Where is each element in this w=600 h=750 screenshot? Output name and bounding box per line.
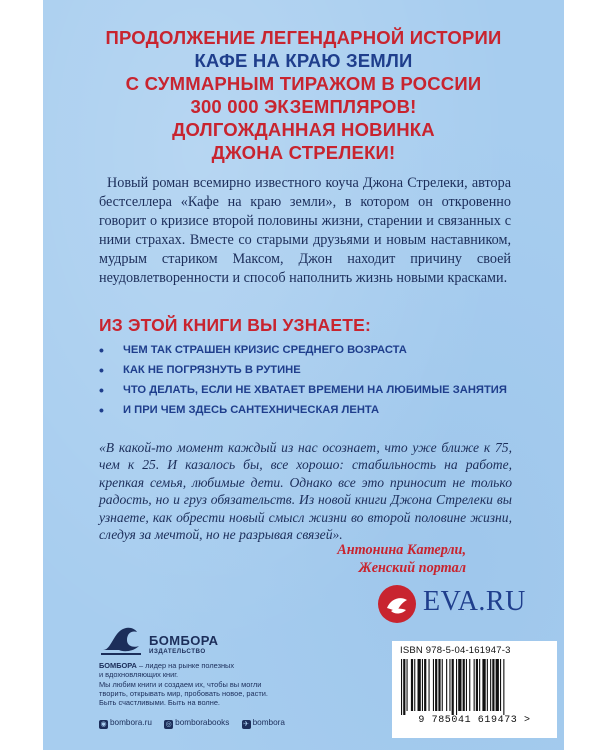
barcode-bar bbox=[492, 659, 494, 711]
barcode-bar bbox=[407, 659, 408, 711]
barcode-bar bbox=[482, 659, 485, 711]
list-item-text: И ПРИ ЧЕМ ЗДЕСЬ САНТЕХНИЧЕСКАЯ ЛЕНТА bbox=[123, 404, 380, 416]
headline-line-4: 300 000 ЭКЗЕМПЛЯРОВ! bbox=[190, 96, 417, 117]
author-source: Женский портал bbox=[358, 560, 466, 576]
eva-logo-text: EVA.RU bbox=[423, 586, 526, 617]
social-label: bomborabooks bbox=[175, 718, 230, 727]
publisher-subtitle: ИЗДАТЕЛЬСТВО bbox=[149, 648, 206, 655]
barcode-bar bbox=[466, 659, 467, 711]
barcode-bar bbox=[424, 659, 426, 711]
barcode-bar bbox=[449, 659, 450, 711]
barcode-bar bbox=[503, 659, 504, 715]
social-label: bombora bbox=[252, 718, 285, 727]
social-links bbox=[99, 718, 295, 732]
bullet-icon: • bbox=[99, 382, 104, 398]
barcode-bar bbox=[490, 659, 491, 711]
social-vk-telegram[interactable] bbox=[242, 718, 285, 729]
barcode-bar bbox=[500, 659, 501, 711]
list-item bbox=[99, 340, 539, 360]
barcode-bar bbox=[463, 659, 465, 711]
social-label: bombora.ru bbox=[110, 718, 152, 727]
barcode-bar bbox=[422, 659, 423, 711]
barcode-bar bbox=[458, 659, 461, 711]
social-instagram[interactable] bbox=[164, 718, 229, 729]
list-item-text: КАК НЕ ПОГРЯЗНУТЬ В РУТИНЕ bbox=[123, 364, 301, 376]
barcode-bar bbox=[476, 659, 478, 711]
barcode-bar bbox=[452, 659, 454, 715]
barcode-bar bbox=[414, 659, 415, 711]
headline bbox=[43, 26, 564, 164]
barcode-bar bbox=[442, 659, 443, 711]
barcode-bar bbox=[435, 659, 437, 711]
publisher-about bbox=[99, 661, 334, 707]
barcode-number: 9 785041 619473 > bbox=[418, 715, 531, 726]
headline-line-6: ДЖОНА СТРЕЛЕКИ! bbox=[211, 142, 396, 163]
publisher-about-line: Быть счастливыми. Быть на волне. bbox=[99, 698, 220, 708]
list-item bbox=[99, 400, 539, 420]
publisher-about-line: и вдохновляющих книг. bbox=[99, 670, 179, 680]
list-item bbox=[99, 380, 539, 400]
barcode-bar bbox=[474, 659, 475, 711]
bullet-icon: • bbox=[99, 402, 104, 418]
publisher-about-line: Мы любим книги и создаем их, чтобы вы могли bbox=[99, 679, 262, 689]
publisher-about-line: творить, открывать мир, пробовать новое, расти. bbox=[99, 688, 268, 698]
list-item-text: ЧТО ДЕЛАТЬ, ЕСЛИ НЕ ХВАТАЕТ ВРЕМЕНИ НА ЛЮБИМЫЕ ЗАНЯТИЯ bbox=[123, 384, 507, 396]
barcode-bar bbox=[429, 659, 430, 711]
quote-author bbox=[337, 541, 466, 577]
social-site[interactable] bbox=[99, 718, 152, 729]
barcode-bar bbox=[433, 659, 434, 711]
publisher-about-lead: БОМБОРА bbox=[99, 661, 137, 670]
barcode-bar bbox=[469, 659, 470, 711]
barcode bbox=[397, 659, 552, 715]
bullet-icon: • bbox=[99, 342, 104, 358]
headline-line-1: ПРОДОЛЖЕНИЕ ЛЕГЕНДАРНОЙ ИСТОРИИ bbox=[105, 27, 502, 48]
eva-logo bbox=[377, 584, 557, 624]
barcode-bar bbox=[401, 659, 402, 715]
review-quote: «В какой-то момент каждый из нас осознает, что уже ближе к 75, чем к 25. И казалось бы, все хорошо: стабильность на работе, крепкая семья, любимые дети. Однако все это приносит не только радость, но и груз обязательств. Из новой книги Джона Стрелеки вы узнаете, как обрести новый смысл жизни во второй половине жизни, следуя за мечтой, но не разрывая связей». bbox=[99, 440, 512, 543]
headline-line-2: КАФЕ НА КРАЮ ЗЕМЛИ bbox=[194, 50, 413, 71]
bullet-icon: • bbox=[99, 362, 104, 378]
headline-line-3: С СУММАРНЫМ ТИРАЖОМ В РОССИИ bbox=[125, 73, 482, 94]
isbn-label: ISBN 978-5-04-161947-3 bbox=[400, 645, 511, 656]
barcode-bar bbox=[446, 659, 447, 711]
headline-line-5: ДОЛГОЖДАННАЯ НОВИНКА bbox=[172, 119, 435, 140]
list-item-text: ЧЕМ ТАК СТРАШЕН КРИЗИС СРЕДНЕГО ВОЗРАСТА bbox=[123, 344, 407, 356]
publisher-about-line: – лидер на рынке полезных bbox=[136, 661, 235, 670]
author-name: Антонина Катерли, bbox=[337, 542, 466, 558]
publisher-name: БОМБОРА bbox=[149, 633, 219, 648]
barcode-bar bbox=[487, 659, 488, 711]
eva-leaf-icon bbox=[377, 584, 417, 624]
isbn-barcode-box bbox=[392, 641, 557, 738]
learn-list bbox=[99, 340, 539, 420]
globe-icon: ◉ bbox=[100, 721, 107, 728]
barcode-bar bbox=[418, 659, 421, 711]
barcode-bar bbox=[411, 659, 413, 711]
barcode-bar bbox=[438, 659, 440, 711]
instagram-icon: ◎ bbox=[165, 721, 172, 728]
vk-telegram-icon: ✈ bbox=[243, 721, 250, 728]
book-description: Новый роман всемирно известного коуча Джона Стрелеки, автора бестселлера «Кафе на краю земли», в котором он откровенно говорит о кризисе второй половины жизни, старении и связанных с ними страхах. Вместе со старыми друзьями и новым наставником, мудрым стариком Максом, Джон находит причину своей неудовлетворенности и способ наполнить жизнь новыми красками. bbox=[99, 175, 511, 286]
barcode-bar bbox=[496, 659, 499, 711]
barcode-bar bbox=[456, 659, 457, 715]
list-item bbox=[99, 360, 539, 380]
learn-title: ИЗ ЭТОЙ КНИГИ ВЫ УЗНАЕТЕ: bbox=[99, 315, 372, 335]
barcode-bar bbox=[479, 659, 480, 711]
barcode-bar bbox=[403, 659, 405, 715]
book-back-cover bbox=[43, 0, 564, 750]
